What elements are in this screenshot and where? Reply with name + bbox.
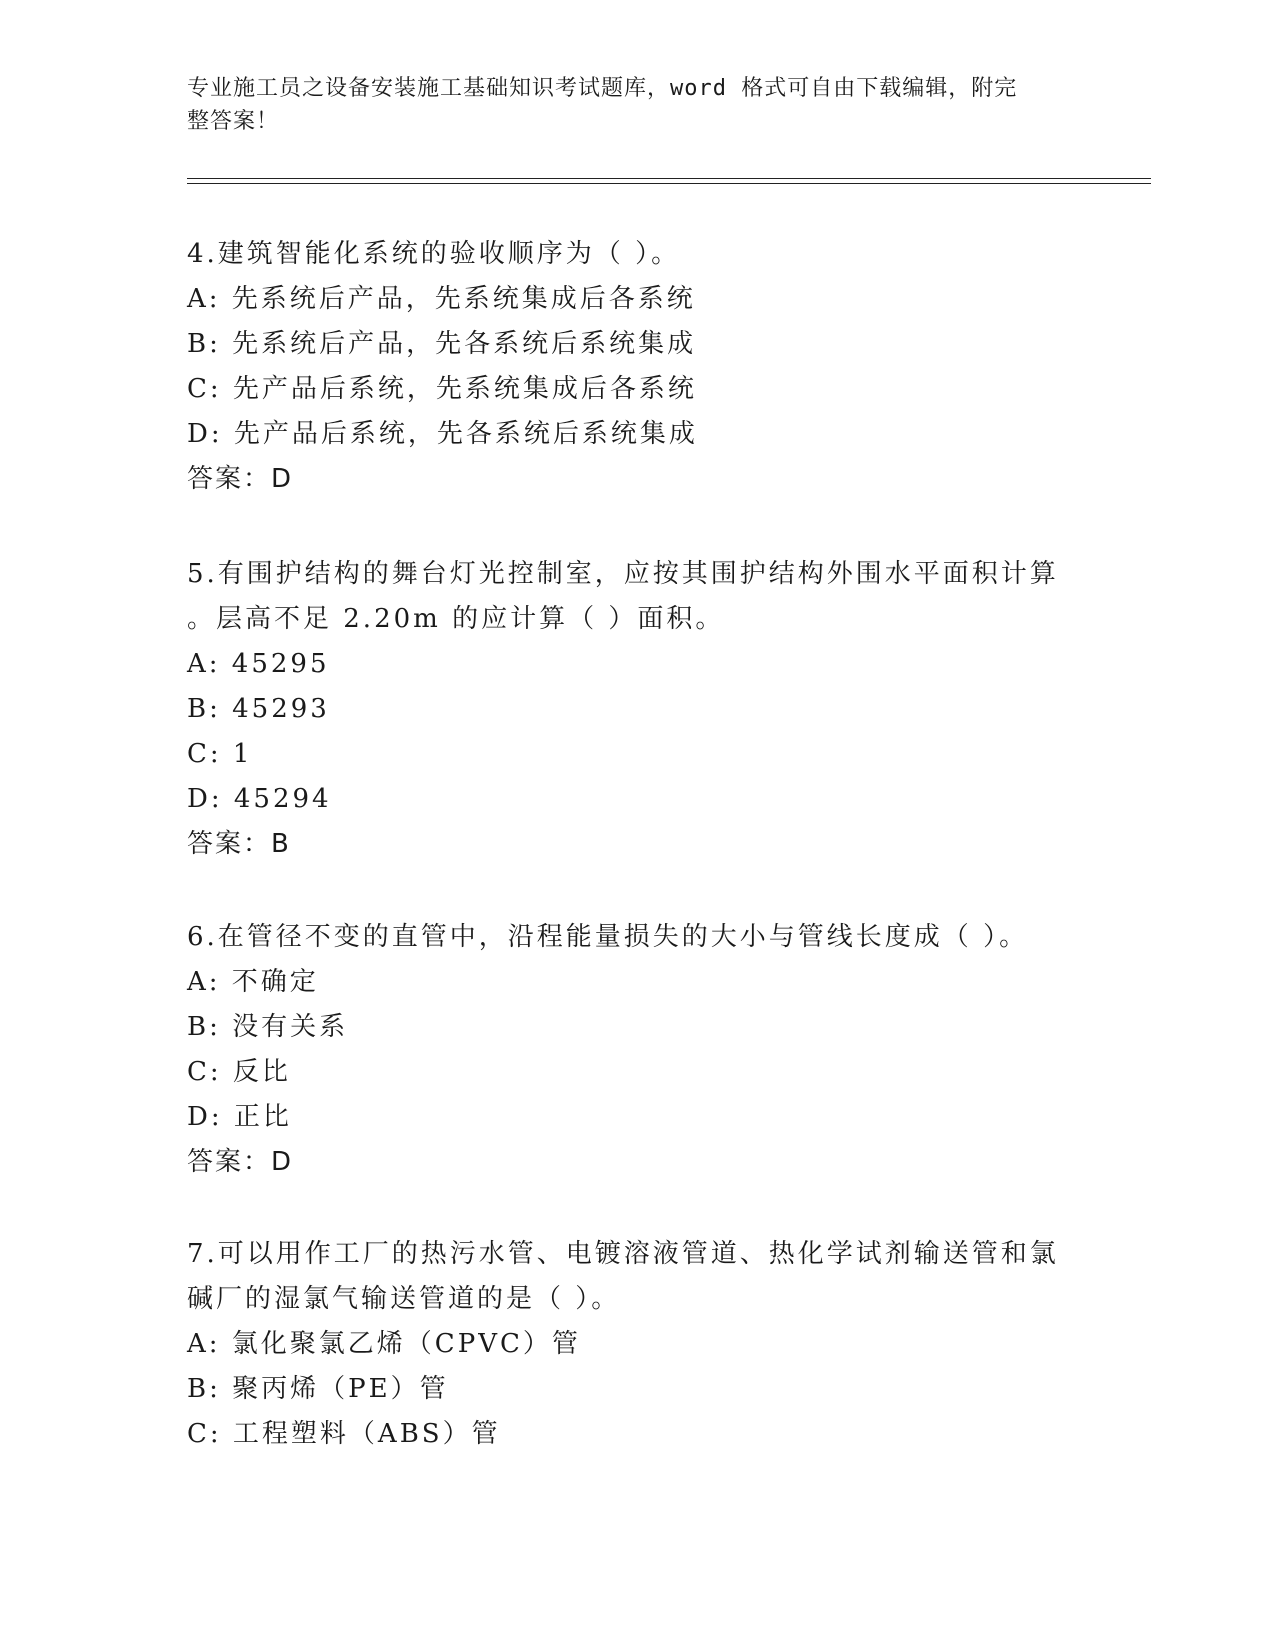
question-7 bbox=[187, 1232, 1087, 1457]
option-c: C: 1 bbox=[187, 739, 253, 769]
option-b: B: 先系统后产品，先各系统后系统集成 bbox=[187, 329, 697, 359]
question-5 bbox=[187, 552, 1087, 867]
option-d: D: 先产品后系统，先各系统后系统集成 bbox=[187, 419, 698, 449]
question-stem: 7.可以用作工厂的热污水管、电镀溶液管道、热化学试剂输送管和氯 bbox=[187, 1239, 1059, 1269]
option-d: D: 45294 bbox=[187, 784, 332, 814]
question-stem-continued: 。层高不足 2.20m 的应计算（ ）面积。 bbox=[187, 604, 725, 634]
option-a: A: 45295 bbox=[187, 649, 330, 679]
option-b: B: 聚丙烯（PE）管 bbox=[187, 1374, 449, 1404]
question-4 bbox=[187, 232, 1087, 502]
option-c: C: 工程塑料（ABS）管 bbox=[187, 1419, 501, 1449]
document-header bbox=[187, 72, 1067, 138]
option-b: B: 没有关系 bbox=[187, 1012, 349, 1042]
question-6 bbox=[187, 915, 1087, 1185]
option-c: C: 先产品后系统，先系统集成后各系统 bbox=[187, 374, 697, 404]
question-stem: 5.有围护结构的舞台灯光控制室，应按其围护结构外围水平面积计算 bbox=[187, 559, 1059, 589]
option-b: B: 45293 bbox=[187, 694, 330, 724]
option-c: C: 反比 bbox=[187, 1057, 291, 1087]
header-line-1: 专业施工员之设备安装施工基础知识考试题库，word 格式可自由下载编辑，附完 bbox=[187, 76, 1018, 101]
option-d: D: 正比 bbox=[187, 1102, 292, 1132]
header-divider-top bbox=[187, 178, 1151, 179]
question-stem: 4.建筑智能化系统的验收顺序为（ ）。 bbox=[187, 239, 681, 269]
answer-label: 答案：D bbox=[187, 1147, 294, 1177]
header-divider-bottom bbox=[187, 183, 1151, 184]
option-a: A: 氯化聚氯乙烯（CPVC）管 bbox=[187, 1329, 581, 1359]
header-line-2: 整答案！ bbox=[187, 109, 280, 134]
question-stem: 6.在管径不变的直管中，沿程能量损失的大小与管线长度成（ ）。 bbox=[187, 922, 1029, 952]
option-a: A: 不确定 bbox=[187, 967, 319, 997]
question-stem-continued: 碱厂的湿氯气输送管道的是（ ）。 bbox=[187, 1284, 621, 1314]
option-a: A: 先系统后产品，先系统集成后各系统 bbox=[187, 284, 696, 314]
answer-label: 答案：D bbox=[187, 464, 294, 494]
answer-label: 答案：B bbox=[187, 829, 291, 859]
